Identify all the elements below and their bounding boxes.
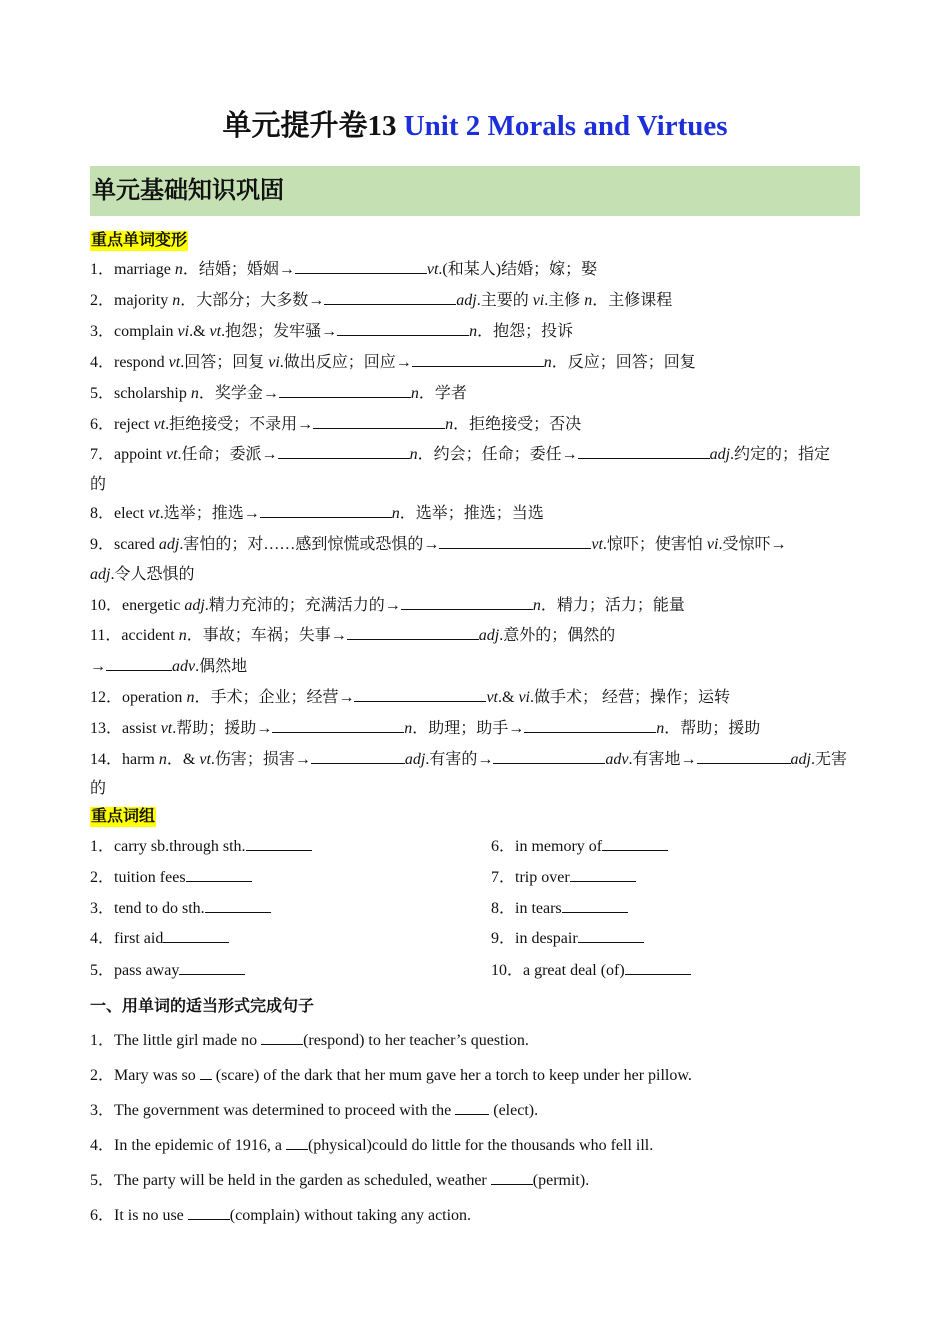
vocab-item-2: 2．majority n．大部分；大多数→ adj.主要的 vi.主修 n．主修课程 <box>90 292 673 309</box>
answer-blank[interactable] <box>562 898 628 913</box>
answer-blank[interactable] <box>347 625 479 640</box>
vocab-item-3: 3．complain vi.& vt.抱怨；发牢骚→ n．抱怨；投诉 <box>90 323 574 340</box>
title-chinese: 单元提升卷13 <box>222 110 397 142</box>
answer-blank[interactable] <box>625 960 691 975</box>
exercise-item-2: 2．Mary was so (scare) of the dark that her mum gave her a torch to keep under her pillow. <box>90 1067 692 1084</box>
answer-blank[interactable] <box>295 259 427 274</box>
phrase-item: 1．carry sb.through sth. <box>90 836 312 858</box>
answer-blank[interactable] <box>412 352 544 367</box>
answer-blank[interactable] <box>286 1135 308 1150</box>
phrase-item: 6．in memory of <box>491 836 668 858</box>
phrase-item: 2．tuition fees <box>90 867 252 889</box>
answer-blank[interactable] <box>455 1100 489 1115</box>
vocab-item-9-wrap: adj.令人恐惧的 <box>90 566 195 583</box>
vocab-item-7-wrap: 的 <box>90 476 107 493</box>
vocab-item-1: 1．marriage n．结婚；婚姻→ vt.(和某人)结婚；嫁；娶 <box>90 261 598 278</box>
vocab-item-13: 13．assist vt.帮助；援助→ n．助理；助手→ n．帮助；援助 <box>90 720 761 737</box>
answer-blank[interactable] <box>578 928 644 943</box>
answer-blank[interactable] <box>179 960 245 975</box>
exercise-item-3: 3．The government was determined to proceed with the (elect). <box>90 1102 539 1119</box>
vocab-item-9: 9．scared adj.害怕的；对……感到惊慌或恐惧的→ vt.惊吓；使害怕 vi.受惊吓→ <box>90 536 787 553</box>
vocab-item-14: 14．harm n．& vt.伤害；损害→ adj.有害的→ adv.有害地→ adj.无害 <box>90 751 847 768</box>
vocab-item-5: 5．scholarship n．奖学金→ n．学者 <box>90 385 467 402</box>
answer-blank[interactable] <box>261 1030 303 1045</box>
section-header: 单元基础知识巩固 <box>90 166 860 216</box>
vocab-item-10: 10．energetic adj.精力充沛的；充满活力的→ n．精力；活力；能量 <box>90 597 685 614</box>
phrase-item: 10．a great deal (of) <box>491 960 691 982</box>
vocab-item-6: 6．reject vt.拒绝接受；不录用→ n．拒绝接受；否决 <box>90 416 582 433</box>
exercise-item-4: 4．In the epidemic of 1916, a (physical)could do little for the thousands who fell ill. <box>90 1137 654 1154</box>
vocab-item-7: 7．appoint vt.任命；委派→ n．约会；任命；委任→ adj.约定的；指定 <box>90 446 831 463</box>
exercise-item-1: 1．The little girl made no (respond) to her teacher’s question. <box>90 1032 529 1049</box>
answer-blank[interactable] <box>246 836 312 851</box>
vocab-item-12: 12．operation n．手术；企业；经营→ vt.& vi.做手术； 经营；操作；运转 <box>90 689 731 706</box>
answer-blank[interactable] <box>278 444 410 459</box>
answer-blank[interactable] <box>163 928 229 943</box>
answer-blank[interactable] <box>524 718 656 733</box>
vocab-item-8: 8．elect vt.选举；推选→ n．选举；推选；当选 <box>90 505 544 522</box>
answer-blank[interactable] <box>272 718 404 733</box>
answer-blank[interactable] <box>106 656 172 671</box>
answer-blank[interactable] <box>602 836 668 851</box>
vocab-heading: 重点单词变形 <box>91 232 188 249</box>
answer-blank[interactable] <box>491 1170 533 1185</box>
answer-blank[interactable] <box>188 1205 230 1220</box>
answer-blank[interactable] <box>313 414 445 429</box>
vocab-item-11-wrap: → adv.偶然地 <box>90 658 248 675</box>
phrase-item: 3．tend to do sth. <box>90 898 271 920</box>
answer-blank[interactable] <box>439 534 591 549</box>
exercise-item-6: 6．It is no use (complain) without taking any action. <box>90 1207 472 1224</box>
answer-blank[interactable] <box>401 595 533 610</box>
answer-blank[interactable] <box>354 687 486 702</box>
phrase-item: 4．first aid <box>90 928 229 950</box>
answer-blank[interactable] <box>205 898 271 913</box>
answer-blank[interactable] <box>324 290 456 305</box>
answer-blank[interactable] <box>279 383 411 398</box>
phrase-item: 8．in tears <box>491 898 628 920</box>
answer-blank[interactable] <box>311 749 405 764</box>
answer-blank[interactable] <box>186 867 252 882</box>
answer-blank[interactable] <box>493 749 605 764</box>
phrase-item: 7．trip over <box>491 867 636 889</box>
answer-blank[interactable] <box>697 749 791 764</box>
answer-blank[interactable] <box>260 503 392 518</box>
exercise-item-5: 5．The party will be held in the garden as scheduled, weather (permit). <box>90 1172 590 1189</box>
phrase-item: 9．in despair <box>491 928 644 950</box>
phrase-heading: 重点词组 <box>91 808 156 825</box>
vocab-item-4: 4．respond vt.回答；回复 vi.做出反应；回应→ n．反应；回答；回复 <box>90 354 696 371</box>
vocab-item-14-wrap: 的 <box>90 780 107 797</box>
vocab-item-11: 11．accident n．事故；车祸；失事→ adj.意外的；偶然的 <box>90 627 616 644</box>
answer-blank[interactable] <box>570 867 636 882</box>
answer-blank[interactable] <box>337 321 469 336</box>
document-title <box>0 106 950 146</box>
answer-blank[interactable] <box>200 1065 212 1080</box>
exercise-heading: 一、用单词的适当形式完成句子 <box>90 998 315 1015</box>
answer-blank[interactable] <box>578 444 710 459</box>
title-unit: Unit 2 Morals and Virtues <box>403 110 728 142</box>
phrase-item: 5．pass away <box>90 960 245 982</box>
